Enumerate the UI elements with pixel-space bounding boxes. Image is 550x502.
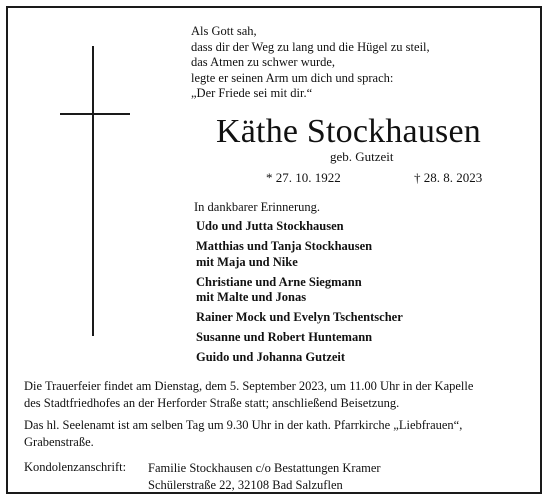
mourner-line: mit Malte und Jonas (196, 290, 307, 304)
deceased-name: Käthe Stockhausen (216, 113, 481, 150)
poem-line: Als Gott sah, (191, 24, 257, 38)
requiem-notice (24, 417, 462, 451)
mourner-group (196, 350, 403, 366)
mourner-group (196, 330, 403, 346)
funeral-line: des Stadtfriedhofes an der Herforder Straße statt; anschließend Beisetzung. (24, 396, 400, 410)
poem-line: dass dir der Weg zu lang und die Hügel zu steil, (191, 39, 430, 54)
obituary-card (6, 6, 542, 494)
death-date: † 28. 8. 2023 (414, 170, 483, 185)
poem-line: das Atmen zu schwer wurde, (191, 55, 336, 69)
mourner-group (196, 275, 403, 306)
funeral-line: Die Trauerfeier findet am Dienstag, dem 5. September 2023, um 11.00 Uhr in der Kapelle (24, 379, 474, 393)
condolence-line: Familie Stockhausen c/o Bestattungen Kramer (148, 461, 381, 475)
condolence-line: Schülerstraße 22, 32108 Bad Salzuflen (148, 478, 343, 492)
mourners-list (196, 219, 403, 370)
mourner-line: Guido und Johanna Gutzeit (196, 350, 346, 364)
mourner-line: Udo und Jutta Stockhausen (196, 219, 344, 233)
mourner-line: Matthias und Tanja Stockhausen (196, 239, 373, 253)
cross-horizontal-bar (60, 113, 130, 115)
birth-date: * 27. 10. 1922 (266, 170, 341, 185)
mourner-line: Rainer Mock und Evelyn Tschentscher (196, 310, 403, 324)
mourner-group (196, 310, 403, 326)
cross-icon (60, 46, 130, 336)
poem-line: legte er seinen Arm um dich und sprach: (191, 70, 394, 85)
mourner-line: Susanne und Robert Huntemann (196, 330, 373, 344)
requiem-line: Das hl. Seelenamt ist am selben Tag um 9.30 Uhr in der kath. Pfarrkirche „Liebfrauen“, (24, 418, 463, 432)
mourner-group (196, 239, 403, 270)
funeral-notice (24, 378, 473, 412)
condolence-address (148, 460, 381, 494)
poem-line: „Der Friede sei mit dir.“ (191, 86, 313, 100)
poem (191, 24, 430, 102)
memory-line: In dankbarer Erinnerung. (194, 200, 320, 214)
birth-name: geb. Gutzeit (330, 149, 394, 164)
cross-vertical-bar (92, 46, 94, 336)
mourner-line: Christiane und Arne Siegmann (196, 274, 362, 289)
condolence-label: Kondolenzanschrift: (24, 460, 127, 474)
mourner-group (196, 219, 403, 235)
mourner-line: mit Maja und Nike (196, 254, 298, 269)
requiem-line: Grabenstraße. (24, 435, 94, 449)
